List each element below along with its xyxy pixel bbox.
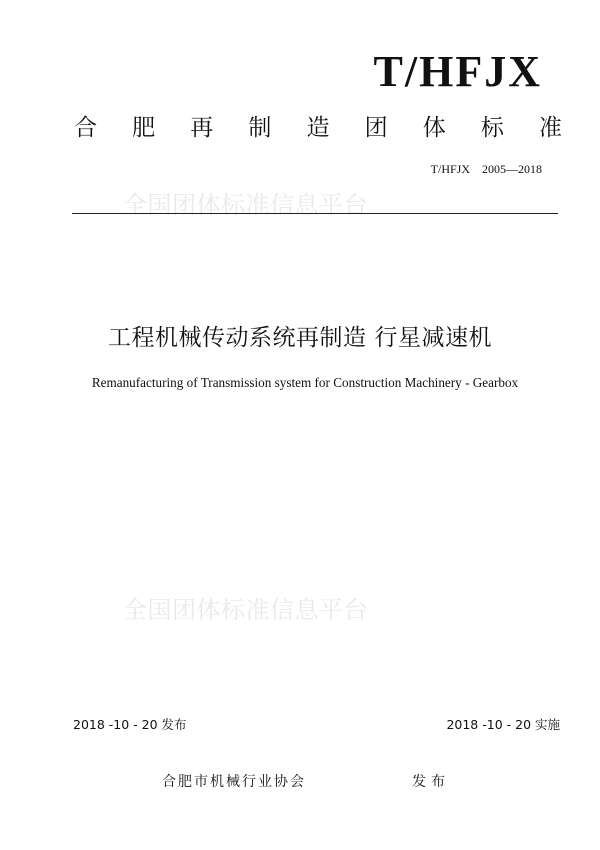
watermark-bottom: 全国团体标准信息平台 <box>123 596 368 624</box>
issuing-organization: 合肥市机械行业协会 <box>162 774 306 790</box>
organization-char: 再 <box>190 115 214 141</box>
organization-char: 准 <box>539 115 562 141</box>
title-cn-main: 工程机械传动系统再制造 <box>108 325 367 351</box>
standard-number <box>431 163 542 175</box>
organization-char: 合 <box>74 115 97 141</box>
document-title-cn <box>0 327 600 350</box>
organization-char: 团 <box>364 115 388 141</box>
standard-number-code: T/HFJX <box>430 162 470 176</box>
implement-date: 2018 -10 - 20 实施 <box>446 717 560 732</box>
standard-code-heading: T/HFJX <box>373 47 542 96</box>
organization-char: 肥 <box>132 115 156 141</box>
document-title-en: Remanufacturing of Transmission system for Construction Machinery - Gearbox <box>91 375 519 390</box>
organization-char: 造 <box>306 115 330 141</box>
standard-number-year: 2005—2018 <box>482 162 542 176</box>
publish-date: 2018 -10 - 20 发布 <box>73 717 187 732</box>
organization-name <box>74 117 562 140</box>
issue-label: 发布 <box>412 774 450 790</box>
organization-char: 标 <box>480 115 504 141</box>
organization-char: 制 <box>248 115 272 141</box>
header-divider <box>72 213 558 214</box>
organization-char: 体 <box>422 115 446 141</box>
title-cn-sub: 行星减速机 <box>374 325 492 351</box>
watermark-top: 全国团体标准信息平台 <box>123 191 368 219</box>
